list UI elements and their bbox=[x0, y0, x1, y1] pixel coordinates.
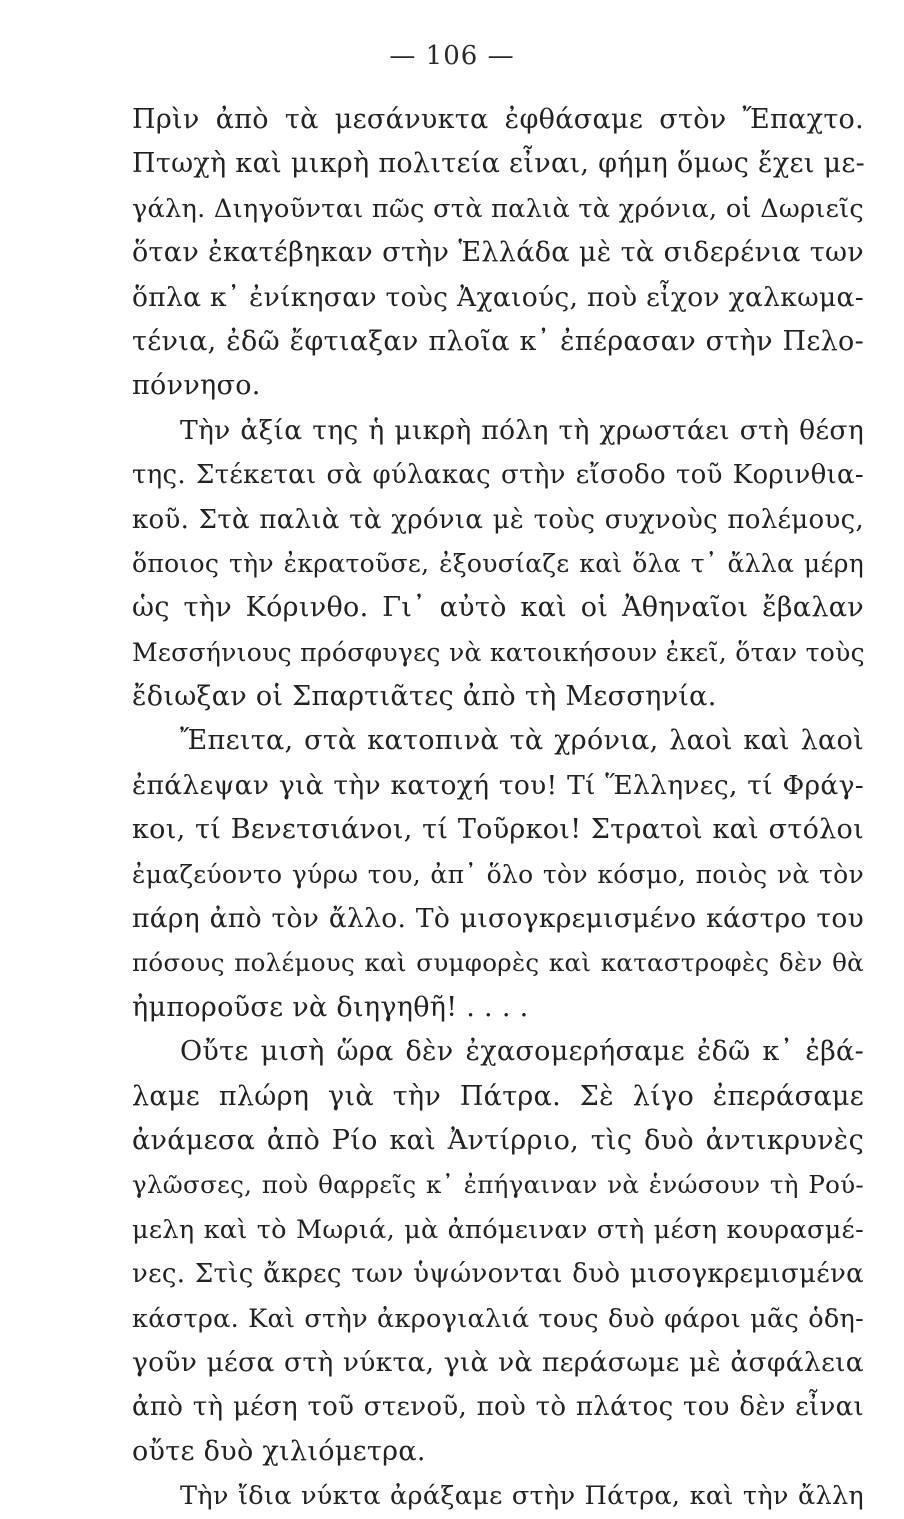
text-line: ὡς τὴν Κόρινθο. Γι᾿ αὐτὸ καὶ οἱ Ἀθηναῖοι ἔβαλαν bbox=[132, 592, 864, 624]
text-line: μελη καὶ τὸ Μωριά, μὰ ἀπόμειναν στὴ μέση κουρασμέ- bbox=[132, 1214, 864, 1245]
text-line: ἀπὸ τὴ μέση τοῦ στενοῦ, ποὺ τὸ πλάτος του δὲν εἶναι bbox=[132, 1392, 864, 1423]
text-line: λαμε πλώρη γιὰ τὴν Πάτρα. Σὲ λίγο ἐπεράσαμε bbox=[132, 1080, 864, 1112]
text-line: ὅπλα κ᾿ ἐνίκησαν τοὺς Ἀχαιούς, ποὺ εἶχον χαλκωμα- bbox=[132, 281, 864, 313]
text-line: ἐπάλεψαν γιὰ τὴν κατοχή του! Τί Ἕλληνες, τί Φράγ- bbox=[132, 769, 864, 801]
text-line: κοι, τί Βενετσιάνοι, τί Τοῦρκοι! Στρατοὶ καὶ στόλοι bbox=[132, 814, 864, 846]
text-line: τένια, ἐδῶ ἔφτιαξαν πλοῖα κ᾿ ἐπέρασαν στὴν Πελο- bbox=[132, 325, 864, 357]
text-line: ἔδιωξαν οἱ Σπαρτιᾶτες ἀπὸ τὴ Μεσσηνία. bbox=[132, 681, 717, 713]
text-line: γοῦν μέσα στὴ νύκτα, γιὰ νὰ περάσωμε μὲ ἀσφάλεια bbox=[132, 1346, 864, 1378]
text-line: Πτωχὴ καὶ μικρὴ πολιτεία εἶναι, φήμη ὅμως ἔχει με- bbox=[132, 148, 866, 180]
text-line: ἀνάμεσα ἀπὸ Ρίο καὶ Ἀντίρριο, τὶς δυὸ ἀντικρυνὲς bbox=[132, 1124, 864, 1156]
text-line: ὅποιος τὴν ἐκρατοῦσε, ἐξουσίαζε καὶ ὅλα τ᾿ ἄλλα μέρη bbox=[132, 548, 864, 578]
text-line: ὅταν ἐκατέβηκαν στὴν Ἑλλάδα μὲ τὰ σιδερένια των bbox=[132, 237, 864, 269]
text-line: Ἔπειτα, στὰ κατοπινὰ τὰ χρόνια, λαοὶ καὶ λαοὶ bbox=[180, 725, 864, 757]
text-line: Μεσσήνιους πρόσφυγες νὰ κατοικήσουν ἐκεῖ, ὅταν τοὺς bbox=[132, 637, 865, 667]
page-number: — 106 — bbox=[389, 41, 515, 71]
body-text bbox=[132, 98, 864, 1519]
text-line: κάστρα. Καὶ στὴν ἀκρογιαλιά τους δυὸ φάροι μᾶς ὁδη- bbox=[132, 1303, 864, 1334]
text-line: πάρη ἀπὸ τὸν ἄλλο. Τὸ μισογκρεμισμένο κάστρο του bbox=[132, 903, 864, 935]
text-line: της. Στέκεται σὰ φύλακας στὴν εἴσοδο τοῦ Κορινθια- bbox=[132, 460, 864, 491]
text-line: κοῦ. Στὰ παλιὰ τὰ χρόνια μὲ τοὺς συχνοὺς πολέμους, bbox=[132, 504, 864, 535]
text-line: Πρὶν ἀπὸ τὰ μεσάνυκτα ἐφθάσαμε στὸν Ἔπαχτο. bbox=[132, 104, 864, 135]
text-line: γάλη. Διηγοῦνται πῶς στὰ παλιὰ τὰ χρόνια, οἱ Δωριεῖς bbox=[132, 193, 864, 224]
text-line: Τὴν ἴδια νύκτα ἀράξαμε στὴν Πάτρα, καὶ τὴν ἄλλη bbox=[180, 1481, 864, 1512]
text-line: ἠμποροῦσε νὰ διηγηθῆ! . . . . bbox=[132, 991, 529, 1023]
text-line: πόννησο. bbox=[132, 370, 261, 402]
text-line: οὔτε δυὸ χιλιόμετρα. bbox=[132, 1435, 426, 1467]
text-line: πόσους πολέμους καὶ συμφορὲς καὶ καταστροφὲς δὲν θὰ bbox=[132, 948, 864, 978]
text-line: Τὴν ἀξία της ἡ μικρὴ πόλη τὴ χρωστάει στὴ θέση bbox=[180, 414, 864, 446]
text-line: ἐμαζεύοντο γύρω του, ἀπ᾿ ὅλο τὸν κόσμο, ποιὸς νὰ τὸν bbox=[132, 859, 864, 889]
text-line: νες. Στὶς ἄκρες των ὑψώνονται δυὸ μισογκρεμισμένα bbox=[132, 1259, 864, 1290]
text-line: γλῶσσες, ποὺ θαρρεῖς κ᾿ ἐπήγαιναν νὰ ἑνώσουν τὴ Ρού- bbox=[132, 1170, 864, 1200]
text-line: Οὔτε μισὴ ὥρα δὲν ἐχασομερήσαμε ἐδῶ κ᾿ ἐβά- bbox=[180, 1036, 864, 1068]
